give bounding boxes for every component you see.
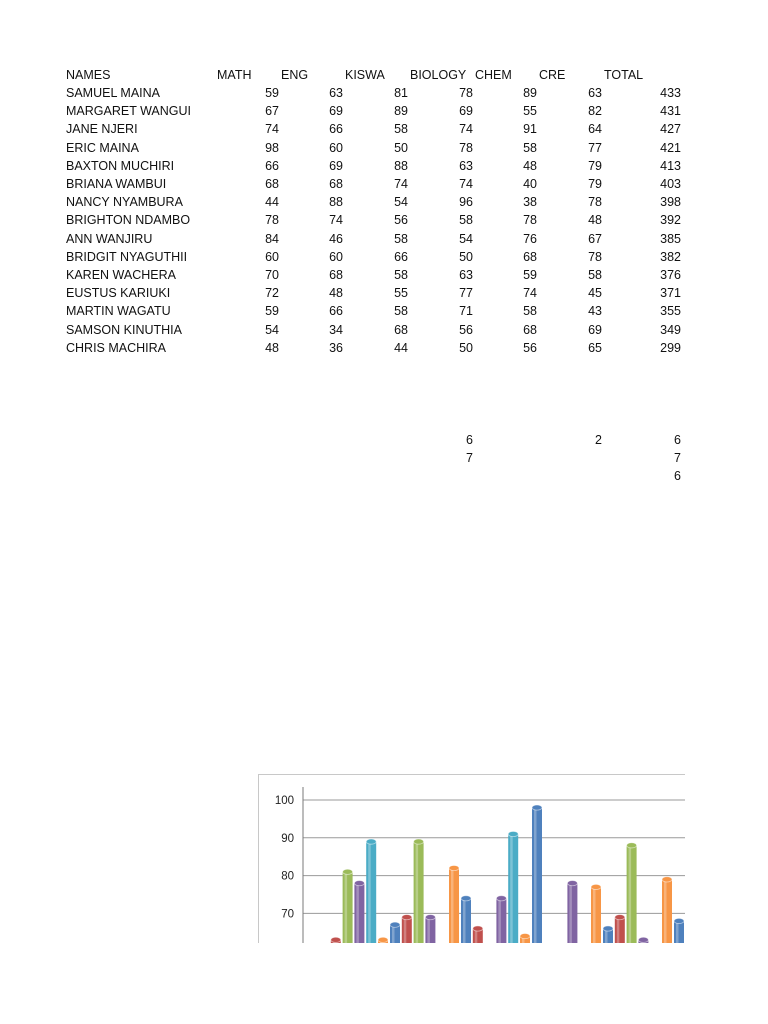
cell-eng[interactable]: 60 — [329, 140, 343, 155]
cell-math[interactable]: 44 — [265, 195, 279, 210]
header-chem[interactable]: CHEM — [475, 68, 512, 82]
cell-name[interactable]: CHRIS MACHIRA — [66, 340, 167, 355]
extra-cell-biology[interactable]: 6 — [466, 433, 473, 447]
cell-eng[interactable]: 69 — [329, 104, 343, 119]
chart-canvas — [259, 775, 685, 943]
cell-math[interactable]: 84 — [265, 231, 279, 246]
cell-eng[interactable]: 46 — [329, 231, 343, 246]
cell-cre[interactable]: 78 — [588, 195, 602, 210]
cell-eng[interactable]: 88 — [329, 195, 343, 210]
extra-cell-cre[interactable]: 2 — [595, 433, 602, 447]
y-tick-label: 80 — [281, 870, 294, 883]
cell-total[interactable]: 392 — [660, 213, 681, 228]
cell-chem[interactable]: 55 — [523, 104, 537, 119]
cell-chem[interactable]: 76 — [523, 231, 537, 246]
cell-eng[interactable]: 63 — [329, 86, 343, 100]
header-eng[interactable]: ENG — [281, 68, 309, 82]
chart-bar[interactable] — [461, 896, 471, 943]
cell-kiswa[interactable]: 58 — [394, 304, 408, 319]
cell-biology[interactable]: 96 — [459, 195, 473, 210]
cell-eng[interactable]: 36 — [329, 340, 343, 355]
cell-math[interactable]: 48 — [265, 340, 279, 355]
cell-eng[interactable]: 66 — [329, 304, 343, 319]
cell-total[interactable]: 376 — [660, 268, 681, 282]
scores-chart[interactable] — [258, 774, 685, 943]
cell-total[interactable]: 355 — [660, 304, 681, 319]
cell-chem[interactable]: 56 — [523, 340, 537, 355]
cell-biology[interactable]: 56 — [459, 322, 473, 337]
cell-kiswa[interactable]: 55 — [394, 286, 408, 301]
cell-biology[interactable]: 63 — [459, 158, 473, 173]
cell-name[interactable]: BRIDGIT NYAGUTHII — [66, 249, 188, 264]
cell-cre[interactable]: 48 — [588, 213, 602, 228]
cell-biology[interactable]: 50 — [459, 340, 473, 355]
cell-math[interactable]: 59 — [265, 304, 279, 319]
cell-eng[interactable]: 60 — [329, 249, 343, 264]
chart-bar[interactable] — [638, 937, 648, 943]
chart-bar[interactable] — [662, 877, 672, 943]
chart-bar[interactable] — [343, 869, 353, 943]
cell-chem[interactable]: 58 — [523, 140, 537, 155]
cell-math[interactable]: 74 — [265, 122, 279, 137]
cell-chem[interactable]: 74 — [523, 286, 537, 301]
chart-bar[interactable] — [390, 922, 400, 943]
chart-bar[interactable] — [627, 843, 637, 943]
chart-bar[interactable] — [567, 881, 577, 943]
cell-biology[interactable]: 69 — [459, 104, 473, 119]
extra-cell-biology[interactable]: 7 — [466, 451, 473, 466]
cell-kiswa[interactable]: 56 — [394, 213, 408, 228]
cell-cre[interactable]: 45 — [588, 286, 602, 301]
chart-bar[interactable] — [674, 918, 684, 943]
cell-chem[interactable]: 91 — [523, 122, 537, 137]
cell-math[interactable]: 98 — [265, 140, 279, 155]
cell-cre[interactable]: 69 — [588, 322, 602, 337]
chart-bar[interactable] — [414, 839, 424, 943]
cell-name[interactable]: BAXTON MUCHIRI — [66, 158, 175, 173]
cell-cre[interactable]: 43 — [588, 304, 602, 319]
cell-kiswa[interactable]: 54 — [394, 195, 408, 210]
cell-kiswa[interactable]: 74 — [394, 177, 408, 191]
cell-math[interactable]: 66 — [265, 158, 279, 173]
cell-kiswa[interactable]: 88 — [394, 158, 408, 173]
cell-kiswa[interactable]: 58 — [394, 231, 408, 246]
cell-kiswa[interactable]: 58 — [394, 268, 408, 282]
cell-chem[interactable]: 68 — [523, 249, 537, 264]
header-math[interactable]: MATH — [217, 68, 252, 82]
header-cre[interactable]: CRE — [539, 68, 566, 82]
y-tick-label: 100 — [274, 795, 294, 807]
chart-bar[interactable] — [591, 884, 601, 943]
cell-name[interactable]: SAMUEL MAINA — [66, 86, 161, 100]
chart-bar[interactable] — [496, 896, 506, 943]
cell-total[interactable]: 427 — [660, 122, 681, 137]
header-kiswa[interactable]: KISWA — [345, 68, 385, 82]
cell-cre[interactable]: 63 — [588, 86, 602, 100]
cell-total[interactable]: 385 — [660, 231, 681, 246]
cell-eng[interactable]: 69 — [329, 158, 343, 173]
chart-bar[interactable] — [603, 926, 613, 943]
header-names[interactable]: NAMES — [66, 68, 111, 82]
extra-cell-total[interactable]: 7 — [674, 451, 681, 466]
cell-chem[interactable]: 40 — [523, 177, 537, 191]
cell-name[interactable]: ANN WANJIRU — [66, 231, 153, 246]
cell-cre[interactable]: 64 — [588, 122, 602, 137]
cell-chem[interactable]: 68 — [523, 322, 537, 337]
cell-cre[interactable]: 58 — [588, 268, 602, 282]
chart-bar[interactable] — [378, 937, 388, 943]
cell-chem[interactable]: 58 — [523, 304, 537, 319]
cell-cre[interactable]: 65 — [588, 340, 602, 355]
header-total[interactable]: TOTAL — [604, 68, 644, 82]
chart-bar[interactable] — [532, 805, 542, 943]
cell-total[interactable]: 299 — [660, 340, 681, 355]
cell-name[interactable]: MARGARET WANGUI — [66, 104, 192, 119]
cell-math[interactable]: 70 — [265, 268, 279, 282]
y-tick-label: 70 — [281, 908, 294, 921]
cell-biology[interactable]: 71 — [459, 304, 473, 319]
y-tick-label: 90 — [281, 832, 294, 845]
cell-total[interactable]: 421 — [660, 140, 681, 155]
cell-name[interactable]: JANE NJERI — [66, 122, 138, 137]
chart-bar[interactable] — [366, 839, 376, 943]
cell-biology[interactable]: 74 — [459, 177, 473, 191]
cell-kiswa[interactable]: 68 — [394, 322, 408, 337]
cell-math[interactable]: 68 — [265, 177, 279, 191]
cell-chem[interactable]: 89 — [523, 86, 537, 100]
extra-cell-total[interactable]: 6 — [674, 469, 681, 484]
cell-cre[interactable]: 67 — [588, 231, 602, 246]
cell-biology[interactable]: 77 — [459, 286, 473, 301]
cell-eng[interactable]: 74 — [329, 213, 343, 228]
cell-total[interactable]: 398 — [660, 195, 681, 210]
cell-cre[interactable]: 82 — [588, 104, 602, 119]
cell-total[interactable]: 403 — [660, 177, 681, 191]
cell-cre[interactable]: 79 — [588, 177, 602, 191]
cell-total[interactable]: 413 — [660, 158, 681, 173]
cell-kiswa[interactable]: 44 — [394, 340, 408, 355]
chart-bar[interactable] — [354, 881, 364, 943]
cell-eng[interactable]: 66 — [329, 122, 343, 137]
cell-chem[interactable]: 38 — [523, 195, 537, 210]
cell-eng[interactable]: 68 — [329, 177, 343, 191]
cell-math[interactable]: 54 — [265, 322, 279, 337]
cell-total[interactable]: 431 — [660, 104, 681, 119]
cell-kiswa[interactable]: 58 — [394, 122, 408, 137]
cell-name[interactable]: KAREN WACHERA — [66, 268, 176, 282]
cell-math[interactable]: 67 — [265, 104, 279, 119]
cell-cre[interactable]: 77 — [588, 140, 602, 155]
chart-bar[interactable] — [615, 915, 625, 943]
cell-biology[interactable]: 58 — [459, 213, 473, 228]
chart-bar[interactable] — [425, 915, 435, 943]
cell-biology[interactable]: 63 — [459, 268, 473, 282]
cell-cre[interactable]: 79 — [588, 158, 602, 173]
cell-math[interactable]: 78 — [265, 213, 279, 228]
cell-math[interactable]: 59 — [265, 86, 279, 100]
cell-math[interactable]: 72 — [265, 286, 279, 301]
cell-total[interactable]: 433 — [660, 86, 681, 100]
cell-total[interactable]: 349 — [660, 322, 681, 337]
cell-name[interactable]: EUSTUS KARIUKI — [66, 286, 171, 301]
cell-name[interactable]: BRIGHTON NDAMBO — [66, 213, 191, 228]
cell-eng[interactable]: 34 — [329, 322, 343, 337]
cell-name[interactable]: ERIC MAINA — [66, 140, 139, 155]
cell-kiswa[interactable]: 50 — [394, 140, 408, 155]
cell-chem[interactable]: 48 — [523, 158, 537, 173]
cell-name[interactable]: MARTIN WAGATU — [66, 304, 171, 319]
cell-kiswa[interactable]: 66 — [394, 249, 408, 264]
cell-biology[interactable]: 74 — [459, 122, 473, 137]
chart-bar[interactable] — [331, 937, 341, 943]
cell-kiswa[interactable]: 89 — [394, 104, 408, 119]
cell-cre[interactable]: 78 — [588, 249, 602, 264]
cell-total[interactable]: 382 — [660, 249, 681, 264]
cell-kiswa[interactable]: 81 — [394, 86, 408, 100]
cell-eng[interactable]: 68 — [329, 268, 343, 282]
chart-bar[interactable] — [402, 915, 412, 943]
chart-bar[interactable] — [473, 926, 483, 943]
chart-bar[interactable] — [520, 933, 530, 943]
cell-chem[interactable]: 78 — [523, 213, 537, 228]
cell-chem[interactable]: 59 — [523, 268, 537, 282]
extra-cell-total[interactable]: 6 — [674, 433, 681, 447]
cell-name[interactable]: BRIANA WAMBUI — [66, 177, 167, 191]
chart-bar[interactable] — [449, 865, 459, 943]
header-biology[interactable]: BIOLOGY — [410, 68, 467, 82]
cell-biology[interactable]: 50 — [459, 249, 473, 264]
cell-name[interactable]: NANCY NYAMBURA — [66, 195, 183, 210]
cell-eng[interactable]: 48 — [329, 286, 343, 301]
cell-total[interactable]: 371 — [660, 286, 681, 301]
cell-biology[interactable]: 54 — [459, 231, 473, 246]
chart-bar[interactable] — [508, 831, 518, 943]
cell-math[interactable]: 60 — [265, 249, 279, 264]
cell-biology[interactable]: 78 — [459, 140, 473, 155]
cell-name[interactable]: SAMSON KINUTHIA — [66, 322, 182, 337]
cell-biology[interactable]: 78 — [459, 86, 473, 100]
